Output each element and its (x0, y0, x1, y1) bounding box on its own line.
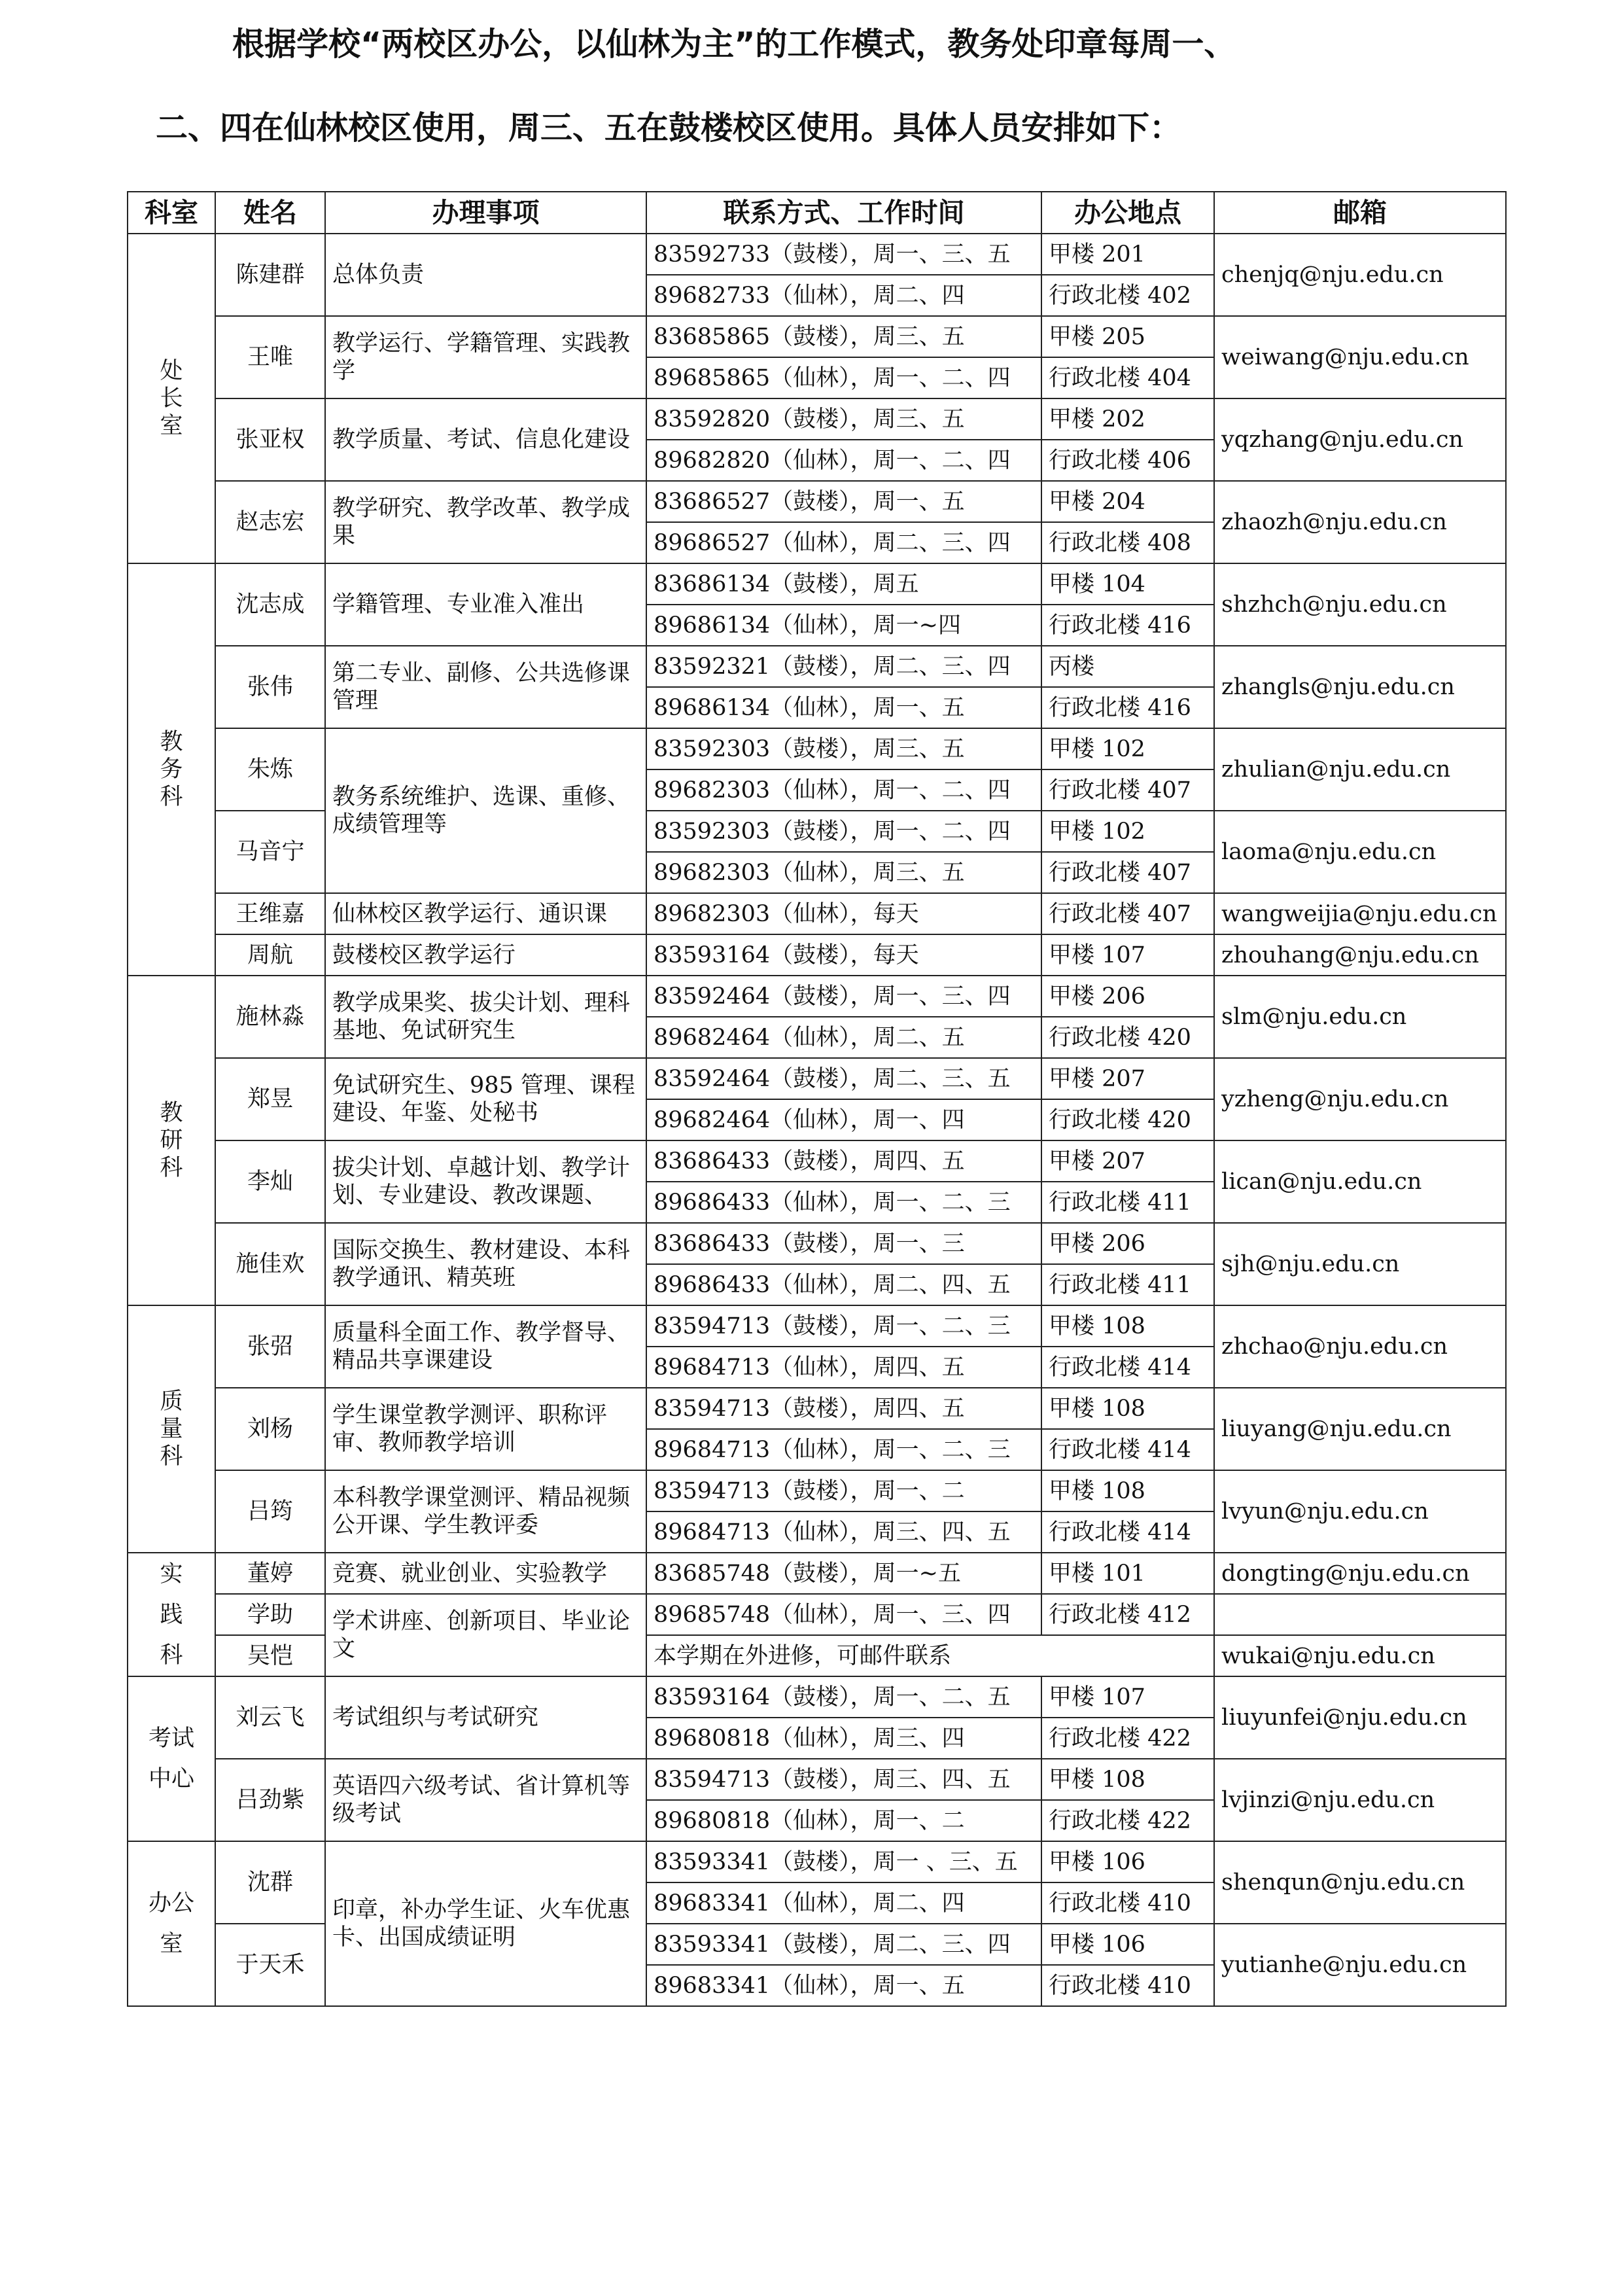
staff-office: 甲楼 101 (1041, 1553, 1214, 1594)
staff-contact: 89682303（仙林），周三、五 (646, 852, 1041, 893)
staff-name: 李灿 (215, 1140, 325, 1223)
staff-name: 刘杨 (215, 1388, 325, 1470)
staff-office: 行政北楼 416 (1041, 605, 1214, 646)
staff-name: 马音宁 (215, 811, 325, 893)
intro-line-1: 根据学校“两校区办公，以仙林为主”的工作模式，教务处印章每周一、 (232, 26, 1236, 63)
staff-task: 印章，补办学生证、火车优惠卡、出国成绩证明 (325, 1841, 646, 2006)
dept-cell (128, 1553, 215, 1676)
staff-office: 行政北楼 414 (1041, 1347, 1214, 1388)
staff-task: 竞赛、就业创业、实验教学 (325, 1553, 646, 1594)
dept-cell (128, 1676, 215, 1841)
dept-char: 室 (160, 413, 183, 439)
table-row (128, 646, 1506, 687)
header-contact: 联系方式、工作时间 (646, 192, 1041, 234)
staff-contact: 89682464（仙林），周一、四 (646, 1099, 1041, 1140)
staff-email: laoma@nju.edu.cn (1214, 811, 1506, 893)
table-header-row (128, 192, 1506, 234)
staff-contact: 89686527（仙林），周二、三、四 (646, 522, 1041, 563)
staff-office: 甲楼 202 (1041, 398, 1214, 440)
header-task: 办理事项 (325, 192, 646, 234)
dept-char: 科 (160, 784, 183, 810)
staff-contact: 89684713（仙林），周一、二、三 (646, 1429, 1041, 1470)
staff-task: 学籍管理、专业准入准出 (325, 563, 646, 646)
table-row (128, 1388, 1506, 1429)
staff-office: 行政北楼 402 (1041, 275, 1214, 316)
staff-email: zhangls@nju.edu.cn (1214, 646, 1506, 728)
dept-cell (128, 1841, 215, 2006)
staff-email: lvjinzi@nju.edu.cn (1214, 1759, 1506, 1841)
dept-cell (128, 976, 215, 1305)
table-row (128, 1223, 1506, 1264)
staff-contact: 89682464（仙林），周二、五 (646, 1017, 1041, 1058)
table-row (128, 1058, 1506, 1099)
table-row (128, 1841, 1506, 1882)
table-row (128, 1553, 1506, 1594)
staff-contact: 83686433（鼓楼），周四、五 (646, 1140, 1041, 1182)
staff-office: 甲楼 206 (1041, 976, 1214, 1017)
staff-name: 董婷 (215, 1553, 325, 1594)
staff-contact: 83686433（鼓楼），周一、三 (646, 1223, 1041, 1264)
staff-contact: 83592303（鼓楼），周三、五 (646, 728, 1041, 769)
staff-contact: 89682733（仙林），周二、四 (646, 275, 1041, 316)
staff-email: zhulian@nju.edu.cn (1214, 728, 1506, 811)
staff-office: 行政北楼 420 (1041, 1099, 1214, 1140)
table-row (128, 1140, 1506, 1182)
staff-email: wangweijia@nju.edu.cn (1214, 893, 1506, 934)
staff-name: 王唯 (215, 316, 325, 398)
staff-office: 甲楼 108 (1041, 1305, 1214, 1347)
staff-email: lican@nju.edu.cn (1214, 1140, 1506, 1223)
staff-email: shzhch@nju.edu.cn (1214, 563, 1506, 646)
staff-email: slm@nju.edu.cn (1214, 976, 1506, 1058)
staff-roster-table (127, 191, 1507, 2007)
table-row (128, 728, 1506, 769)
staff-contact: 89680818（仙林），周一、二 (646, 1800, 1041, 1841)
staff-task: 鼓楼校区教学运行 (325, 934, 646, 976)
staff-contact: 83594713（鼓楼），周一、二、三 (646, 1305, 1041, 1347)
staff-name: 于天禾 (215, 1924, 325, 2006)
dept-cell (128, 234, 215, 563)
staff-office: 行政北楼 407 (1041, 769, 1214, 811)
staff-contact: 89682820（仙林），周一、二、四 (646, 440, 1041, 481)
dept-char: 室 (160, 1931, 183, 1957)
staff-task: 总体负责 (325, 234, 646, 316)
staff-email: yzheng@nju.edu.cn (1214, 1058, 1506, 1140)
staff-name: 施佳欢 (215, 1223, 325, 1305)
staff-email: liuyunfei@nju.edu.cn (1214, 1676, 1506, 1759)
staff-office: 行政北楼 411 (1041, 1264, 1214, 1305)
staff-name: 吕劲紫 (215, 1759, 325, 1841)
staff-task: 学生课堂教学测评、职称评审、教师教学培训 (325, 1388, 646, 1470)
staff-name: 刘云飞 (215, 1676, 325, 1759)
staff-contact: 89683341（仙林），周二、四 (646, 1882, 1041, 1924)
table-row (128, 234, 1506, 275)
staff-contact: 83593164（鼓楼），周一、二、五 (646, 1676, 1041, 1718)
staff-office: 行政北楼 410 (1041, 1965, 1214, 2006)
staff-task: 拔尖计划、卓越计划、教学计划、专业建设、教改课题、 (325, 1140, 646, 1223)
staff-name: 周航 (215, 934, 325, 976)
staff-email: chenjq@nju.edu.cn (1214, 234, 1506, 316)
staff-contact: 83686134（鼓楼），周五 (646, 563, 1041, 605)
staff-contact: 89685865（仙林），周一、二、四 (646, 357, 1041, 398)
dept-char: 质 (160, 1388, 183, 1415)
staff-contact: 89682303（仙林），每天 (646, 893, 1041, 934)
staff-office: 甲楼 104 (1041, 563, 1214, 605)
staff-contact: 89684713（仙林），周三、四、五 (646, 1511, 1041, 1553)
staff-contact: 83592733（鼓楼），周一、三、五 (646, 234, 1041, 275)
table-row (128, 1305, 1506, 1347)
staff-name: 张亚权 (215, 398, 325, 481)
staff-task: 考试组织与考试研究 (325, 1676, 646, 1759)
staff-task: 本科教学课堂测评、精品视频公开课、学生教评委 (325, 1470, 646, 1553)
dept-cell (128, 1305, 215, 1553)
table-row (128, 934, 1506, 976)
staff-office: 甲楼 102 (1041, 728, 1214, 769)
staff-email: zhaozh@nju.edu.cn (1214, 481, 1506, 563)
staff-office: 行政北楼 407 (1041, 852, 1214, 893)
header-email: 邮箱 (1214, 192, 1506, 234)
staff-office: 甲楼 207 (1041, 1140, 1214, 1182)
dept-char: 践 (160, 1601, 183, 1628)
staff-name: 赵志宏 (215, 481, 325, 563)
dept-char: 量 (160, 1416, 183, 1442)
staff-name: 郑昱 (215, 1058, 325, 1140)
table-row (128, 1470, 1506, 1511)
staff-name: 沈群 (215, 1841, 325, 1924)
staff-email: zhouhang@nju.edu.cn (1214, 934, 1506, 976)
staff-office: 行政北楼 406 (1041, 440, 1214, 481)
table-row (128, 398, 1506, 440)
dept-char: 务 (160, 756, 183, 783)
staff-contact: 89682303（仙林），周一、二、四 (646, 769, 1041, 811)
staff-office: 行政北楼 407 (1041, 893, 1214, 934)
staff-office: 甲楼 106 (1041, 1841, 1214, 1882)
staff-contact: 83685865（鼓楼），周三、五 (646, 316, 1041, 357)
staff-name: 朱炼 (215, 728, 325, 811)
staff-task: 第二专业、副修、公共选修课管理 (325, 646, 646, 728)
staff-name: 吴恺 (215, 1635, 325, 1676)
staff-email: yutianhe@nju.edu.cn (1214, 1924, 1506, 2006)
staff-task: 仙林校区教学运行、通识课 (325, 893, 646, 934)
staff-office: 甲楼 107 (1041, 934, 1214, 976)
staff-name: 张弨 (215, 1305, 325, 1388)
staff-office: 丙楼 (1041, 646, 1214, 687)
staff-office: 甲楼 205 (1041, 316, 1214, 357)
staff-note: 本学期在外进修，可邮件联系 (646, 1635, 1214, 1676)
staff-email: liuyang@nju.edu.cn (1214, 1388, 1506, 1470)
staff-contact: 89686134（仙林），周一、五 (646, 687, 1041, 728)
staff-contact: 89683341（仙林），周一、五 (646, 1965, 1041, 2006)
staff-office: 行政北楼 414 (1041, 1511, 1214, 1553)
dept-char: 办公 (148, 1890, 194, 1916)
staff-email (1214, 1594, 1506, 1635)
staff-contact: 83593341（鼓楼），周一 、三、五 (646, 1841, 1041, 1882)
dept-cell (128, 563, 215, 976)
dept-char: 科 (160, 1155, 183, 1181)
staff-contact: 83594713（鼓楼），周四、五 (646, 1388, 1041, 1429)
staff-contact: 83592303（鼓楼），周一、二、四 (646, 811, 1041, 852)
table-row (128, 893, 1506, 934)
staff-task: 教学运行、学籍管理、实践教学 (325, 316, 646, 398)
staff-office: 行政北楼 411 (1041, 1182, 1214, 1223)
staff-contact: 83593164（鼓楼），每天 (646, 934, 1041, 976)
staff-email: dongting@nju.edu.cn (1214, 1553, 1506, 1594)
dept-char: 研 (160, 1127, 183, 1154)
staff-office: 行政北楼 422 (1041, 1718, 1214, 1759)
staff-office: 甲楼 206 (1041, 1223, 1214, 1264)
staff-name: 学助 (215, 1594, 325, 1635)
staff-contact: 83685748（鼓楼），周一~五 (646, 1553, 1041, 1594)
staff-office: 行政北楼 410 (1041, 1882, 1214, 1924)
staff-office: 行政北楼 404 (1041, 357, 1214, 398)
staff-office: 行政北楼 422 (1041, 1800, 1214, 1841)
staff-contact: 83592321（鼓楼），周二、三、四 (646, 646, 1041, 687)
staff-name: 王维嘉 (215, 893, 325, 934)
staff-email: shenqun@nju.edu.cn (1214, 1841, 1506, 1924)
dept-char: 实 (160, 1561, 183, 1587)
staff-task: 英语四六级考试、省计算机等级考试 (325, 1759, 646, 1841)
staff-task: 国际交换生、教材建设、本科教学通讯、精英班 (325, 1223, 646, 1305)
staff-contact: 89686433（仙林），周二、四、五 (646, 1264, 1041, 1305)
dept-char: 教 (160, 729, 183, 755)
table-row (128, 316, 1506, 357)
staff-office: 甲楼 204 (1041, 481, 1214, 522)
staff-contact: 83592820（鼓楼），周三、五 (646, 398, 1041, 440)
staff-task: 教学质量、考试、信息化建设 (325, 398, 646, 481)
dept-char: 科 (160, 1642, 183, 1669)
staff-email: zhchao@nju.edu.cn (1214, 1305, 1506, 1388)
staff-contact: 89686433（仙林），周一、二、三 (646, 1182, 1041, 1223)
dept-char: 长 (160, 385, 183, 412)
staff-task: 免试研究生、985 管理、课程建设、年鉴、处秘书 (325, 1058, 646, 1140)
staff-contact: 89686134（仙林），周一~四 (646, 605, 1041, 646)
staff-task: 学术讲座、创新项目、毕业论文 (325, 1594, 646, 1676)
table-row (128, 563, 1506, 605)
staff-office: 甲楼 106 (1041, 1924, 1214, 1965)
dept-char: 中心 (148, 1766, 194, 1792)
dept-char: 教 (160, 1100, 183, 1126)
staff-name: 吕筠 (215, 1470, 325, 1553)
staff-name: 陈建群 (215, 234, 325, 316)
staff-office: 行政北楼 414 (1041, 1429, 1214, 1470)
staff-task: 质量科全面工作、教学督导、精品共享课建设 (325, 1305, 646, 1388)
staff-email: sjh@nju.edu.cn (1214, 1223, 1506, 1305)
staff-office: 行政北楼 412 (1041, 1594, 1214, 1635)
table-row (128, 1759, 1506, 1800)
staff-office: 行政北楼 416 (1041, 687, 1214, 728)
dept-char: 科 (160, 1443, 183, 1470)
table-row (128, 1594, 1506, 1635)
dept-char: 考试 (148, 1725, 194, 1752)
staff-email: weiwang@nju.edu.cn (1214, 316, 1506, 398)
header-office: 办公地点 (1041, 192, 1214, 234)
staff-office: 甲楼 108 (1041, 1759, 1214, 1800)
staff-contact: 83686527（鼓楼），周一、五 (646, 481, 1041, 522)
staff-office: 甲楼 108 (1041, 1470, 1214, 1511)
header-name: 姓名 (215, 192, 325, 234)
staff-contact: 83594713（鼓楼），周三、四、五 (646, 1759, 1041, 1800)
staff-task: 教务系统维护、选课、重修、成绩管理等 (325, 728, 646, 893)
staff-office: 行政北楼 408 (1041, 522, 1214, 563)
staff-office: 甲楼 107 (1041, 1676, 1214, 1718)
staff-email: yqzhang@nju.edu.cn (1214, 398, 1506, 481)
staff-contact: 89684713（仙林），周四、五 (646, 1347, 1041, 1388)
header-department: 科室 (128, 192, 215, 234)
staff-contact: 89685748（仙林），周一、三、四 (646, 1594, 1041, 1635)
staff-name: 施林淼 (215, 976, 325, 1058)
staff-office: 甲楼 108 (1041, 1388, 1214, 1429)
staff-office: 甲楼 207 (1041, 1058, 1214, 1099)
staff-contact: 89680818（仙林），周三、四 (646, 1718, 1041, 1759)
staff-office: 甲楼 102 (1041, 811, 1214, 852)
staff-email: wukai@nju.edu.cn (1214, 1635, 1506, 1676)
table-row (128, 976, 1506, 1017)
staff-contact: 83592464（鼓楼），周二、三、五 (646, 1058, 1041, 1099)
dept-char: 处 (160, 358, 183, 384)
staff-contact: 83594713（鼓楼），周一、二 (646, 1470, 1041, 1511)
intro-line-2: 二、四在仙林校区使用，周三、五在鼓楼校区使用。具体人员安排如下： (156, 109, 1182, 147)
staff-name: 沈志成 (215, 563, 325, 646)
staff-office: 行政北楼 420 (1041, 1017, 1214, 1058)
staff-task: 教学成果奖、拔尖计划、理科基地、免试研究生 (325, 976, 646, 1058)
staff-contact: 83592464（鼓楼），周一、三、四 (646, 976, 1041, 1017)
staff-name: 张伟 (215, 646, 325, 728)
staff-contact: 83593341（鼓楼），周二、三、四 (646, 1924, 1041, 1965)
staff-task: 教学研究、教学改革、教学成果 (325, 481, 646, 563)
table-row (128, 481, 1506, 522)
staff-email: lvyun@nju.edu.cn (1214, 1470, 1506, 1553)
staff-office: 甲楼 201 (1041, 234, 1214, 275)
table-row (128, 1676, 1506, 1718)
